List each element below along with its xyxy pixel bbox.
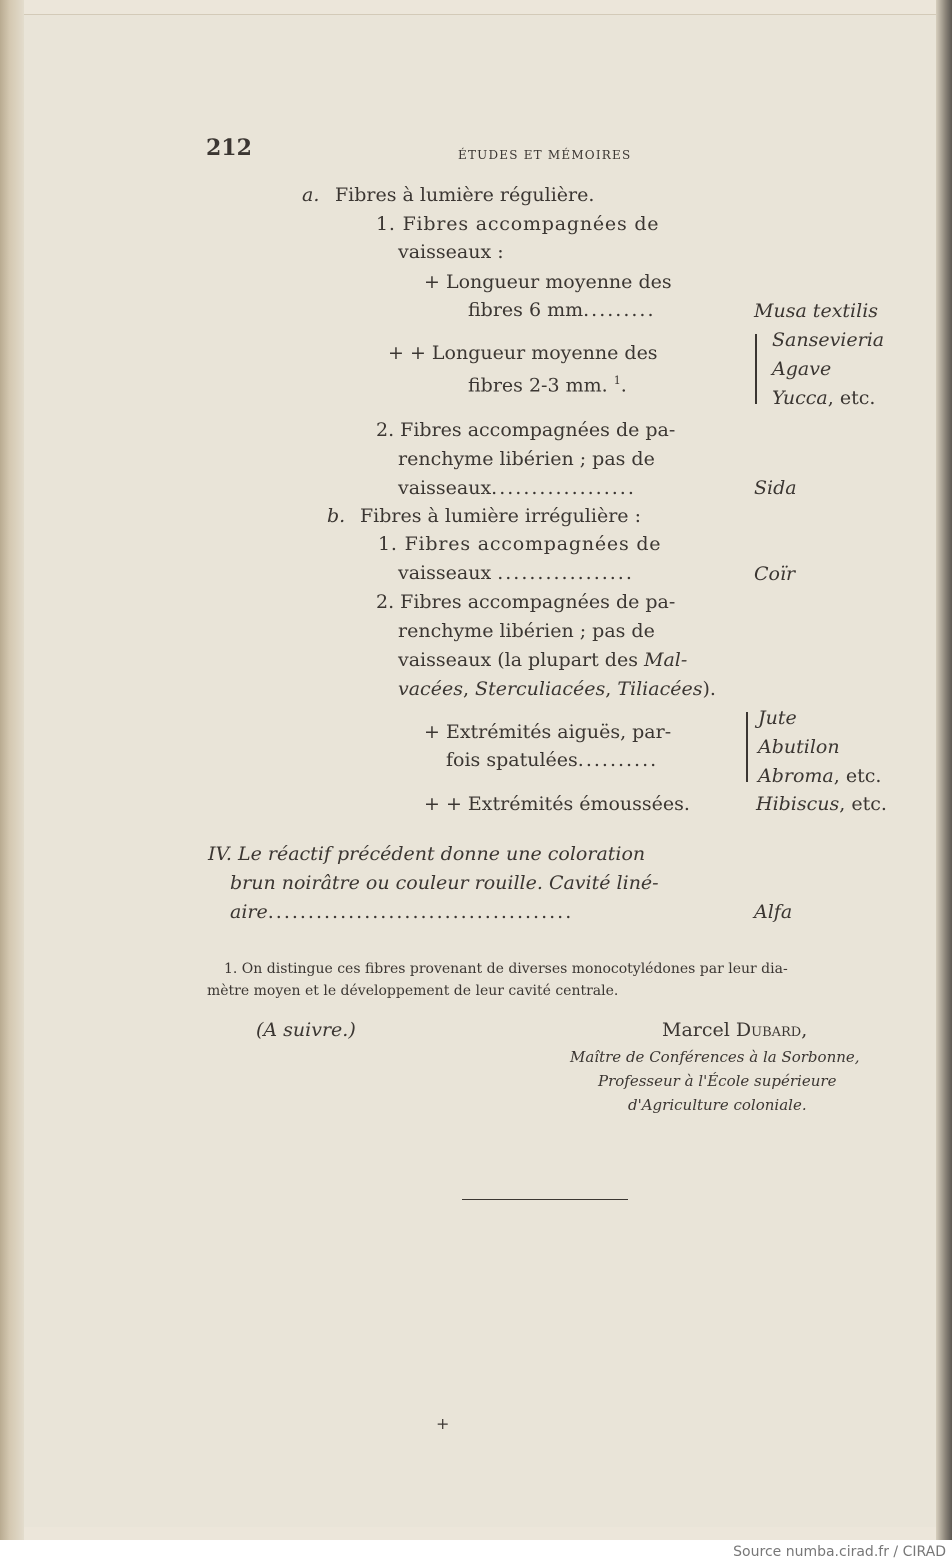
key-a1-sub2-line1: + + Longueur moyenne des xyxy=(388,342,658,364)
key-b2-sub1-line2 xyxy=(446,748,658,772)
family-malvacees-part: Mal- xyxy=(643,649,688,671)
section-iv-text: aire xyxy=(230,901,268,923)
separator: , xyxy=(605,678,618,700)
key-a1-line1: 1. Fibres accompagnées de xyxy=(376,213,660,235)
key-b2-sub2: + + Extrémités émoussées. xyxy=(424,793,690,815)
key-b2-line1: 2. Fibres accompagnées de pa- xyxy=(376,591,676,613)
key-b2-line3 xyxy=(398,648,687,672)
leader-dots: .................. xyxy=(491,477,636,499)
leader-dots: ................. xyxy=(497,562,634,584)
page-right-edge-shadow xyxy=(936,0,952,1540)
species-yucca: Yucca xyxy=(772,387,828,409)
leader-dots: ...................................... xyxy=(267,901,574,923)
closing-rule xyxy=(462,1199,628,1200)
closing-paren: ). xyxy=(702,678,716,700)
author-title-3: d'Agriculture coloniale. xyxy=(628,1096,807,1114)
key-b2-line4 xyxy=(398,677,716,701)
species-abroma: Abroma xyxy=(758,765,834,787)
key-a2-line1: 2. Fibres accompagnées de pa- xyxy=(376,419,676,441)
key-b2-sub1-line1: + Extrémités aiguës, par- xyxy=(424,721,672,743)
section-iv-line3 xyxy=(230,900,573,924)
author-last-name: Dubard, xyxy=(735,1019,808,1041)
footnote-ref: 1 xyxy=(613,374,621,387)
key-a2-text: vaisseaux xyxy=(398,477,492,499)
key-b1-text: vaisseaux xyxy=(398,562,492,584)
key-b-text: Fibres à lumière irrégulière : xyxy=(360,505,641,527)
key-a1-sub1-line1: + Longueur moyenne des xyxy=(424,271,672,293)
species-brace xyxy=(746,712,748,782)
species-yucca-line xyxy=(772,386,875,410)
book-binding-edge xyxy=(0,0,24,1540)
species-brace xyxy=(755,334,757,404)
key-a2-line2: renchyme libérien ; pas de xyxy=(398,448,655,470)
key-b1-line1: 1. Fibres accompagnées de xyxy=(378,533,662,555)
page-number: 212 xyxy=(206,135,252,161)
author-signature xyxy=(662,1018,807,1042)
key-b2-line3-text: vaisseaux (la plupart des xyxy=(398,649,644,671)
footnote-line1: 1. On distingue ces fibres provenant de diverses monocotylédones par leur dia- xyxy=(224,961,788,977)
page-mark: + xyxy=(436,1414,450,1433)
footnote-line2: mètre moyen et le développement de leur cavité centrale. xyxy=(207,983,619,999)
species-sansevieria: Sansevieria xyxy=(772,329,885,351)
species-sida: Sida xyxy=(754,477,797,499)
etc-label: , etc. xyxy=(839,793,887,815)
species-coir: Coïr xyxy=(754,563,796,585)
key-a1-sub2-line2: fibres 2-3 mm. $^1$. xyxy=(468,374,627,397)
family-sterculiacees: Sterculiacées xyxy=(475,678,606,700)
author-title-2: Professeur à l'École supérieure xyxy=(598,1072,837,1090)
key-a1-line2: vaisseaux : xyxy=(398,241,504,263)
species-abutilon: Abutilon xyxy=(758,736,840,758)
species-hibiscus-line xyxy=(756,792,887,816)
key-b2-line2: renchyme libérien ; pas de xyxy=(398,620,655,642)
family-tiliacees: Tiliacées xyxy=(617,678,703,700)
etc-label: , etc. xyxy=(827,387,876,409)
key-a1-sub2-text: fibres 2-3 mm. xyxy=(468,374,608,397)
running-title: ÉTUDES ET MÉMOIRES xyxy=(458,148,632,162)
author-first-name: Marcel xyxy=(662,1019,730,1041)
source-credit: Source numba.cirad.fr / CIRAD xyxy=(733,1544,946,1560)
species-abroma-line xyxy=(758,764,881,788)
key-b-label: b. xyxy=(327,505,346,527)
key-a-label: a. xyxy=(302,184,320,206)
key-a1-sub1-text: fibres 6 mm xyxy=(468,299,584,321)
leader-dots: .......... xyxy=(577,749,659,771)
section-iv-line2: brun noirâtre ou couleur rouille. Cavité liné- xyxy=(230,872,659,894)
key-a-text: Fibres à lumière régulière. xyxy=(335,184,595,206)
species-jute: Jute xyxy=(758,707,797,729)
to-follow: (A suivre.) xyxy=(256,1019,356,1041)
leader-dots: ......... xyxy=(583,299,656,321)
key-a1-sub1-line2 xyxy=(468,298,655,322)
species-agave: Agave xyxy=(772,358,832,380)
family-malvacees-end: vacées xyxy=(398,678,463,700)
key-b1-line2 xyxy=(398,561,634,585)
species-musa-textilis: Musa textilis xyxy=(754,300,879,322)
species-hibiscus: Hibiscus xyxy=(756,793,840,815)
section-iv-line1: IV. Le réactif précédent donne une coloration xyxy=(208,843,646,865)
species-alfa: Alfa xyxy=(754,901,793,923)
separator: , xyxy=(462,678,476,700)
key-b2-sub1-text: fois spatulées xyxy=(446,749,578,771)
key-a2-line3 xyxy=(398,476,636,500)
author-title-1: Maître de Conférences à la Sorbonne, xyxy=(570,1048,860,1066)
etc-label: , etc. xyxy=(833,765,882,787)
